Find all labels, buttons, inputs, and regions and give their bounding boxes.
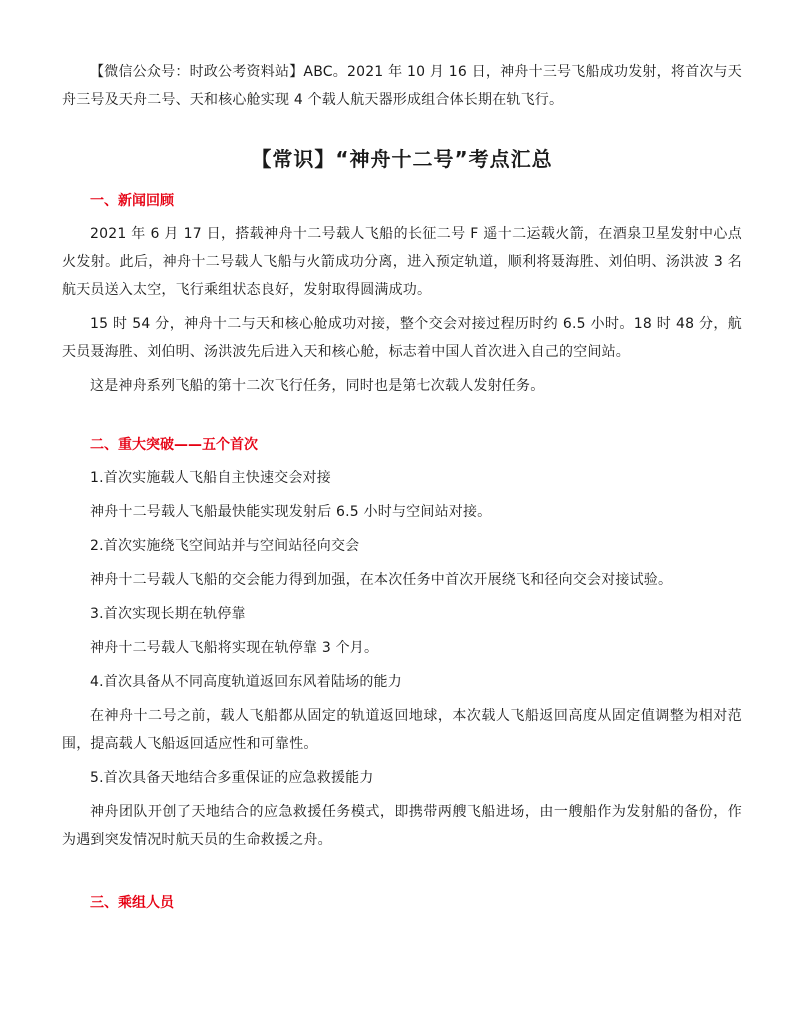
news-paragraph-3: 这是神舟系列飞船的第十二次飞行任务，同时也是第七次载人发射任务。 bbox=[90, 378, 545, 394]
section-spacer bbox=[62, 860, 742, 890]
section-spacer bbox=[62, 406, 742, 432]
breakthrough-3-text: 神舟十二号载人飞船将实现在轨停靠 3 个月。 bbox=[90, 640, 379, 656]
document-page bbox=[62, 58, 742, 922]
news-paragraph-2: 15 时 54 分，神舟十二与天和核心舱成功对接，整个交会对接过程历时约 6.5 小时。18 时 48 分，航天员聂海胜、刘伯明、汤洪波先后进入天和核心舱，标志着中国人首次进入自己的空间站。 bbox=[62, 316, 742, 360]
breakthrough-5-text: 神舟团队开创了天地结合的应急救援任务模式，即携带两艘飞船进场，由一艘船作为发射船的备份，作为遇到突发情况时航天员的生命救援之舟。 bbox=[62, 804, 742, 848]
breakthrough-3-title: 3.首次实现长期在轨停靠 bbox=[90, 606, 246, 622]
breakthrough-2-text: 神舟十二号载人飞船的交会能力得到加强，在本次任务中首次开展绕飞和径向交会对接试验。 bbox=[90, 572, 673, 588]
breakthrough-1-title: 1.首次实施载人飞船自主快速交会对接 bbox=[90, 470, 331, 486]
section-heading-news-review: 一、新闻回顾 bbox=[90, 193, 174, 209]
section-heading-crew: 三、乘组人员 bbox=[90, 895, 174, 911]
news-paragraph-1: 2021 年 6 月 17 日，搭载神舟十二号载人飞船的长征二号 F 遥十二运载火箭，在酒泉卫星发射中心点火发射。此后，神舟十二号载人飞船与火箭成功分离，进入预定轨道，顺利将聂海胜、刘伯明、汤洪波 3 名航天员送入太空，飞行乘组状态良好，发射取得圆满成功。 bbox=[62, 226, 742, 298]
breakthrough-1-text: 神舟十二号载人飞船最快能实现发射后 6.5 小时与空间站对接。 bbox=[90, 504, 492, 520]
breakthrough-4-text: 在神舟十二号之前，载人飞船都从固定的轨道返回地球，本次载人飞船返回高度从固定值调整为相对范围，提高载人飞船返回适应性和可靠性。 bbox=[62, 708, 742, 752]
section-heading-breakthroughs: 二、重大突破——五个首次 bbox=[90, 437, 258, 453]
breakthrough-4-title: 4.首次具备从不同高度轨道返回东风着陆场的能力 bbox=[90, 674, 402, 690]
document-title: 【常识】“神舟十二号”考点汇总 bbox=[251, 147, 553, 171]
breakthrough-5-title: 5.首次具备天地结合多重保证的应急救援能力 bbox=[90, 770, 374, 786]
intro-paragraph: 【微信公众号：时政公考资料站】ABC。2021 年 10 月 16 日，神舟十三号飞船成功发射，将首次与天舟三号及天舟二号、天和核心舱实现 4 个载人航天器形成组合体长期在轨飞行。 bbox=[62, 64, 742, 108]
breakthrough-2-title: 2.首次实施绕飞空间站并与空间站径向交会 bbox=[90, 538, 360, 554]
